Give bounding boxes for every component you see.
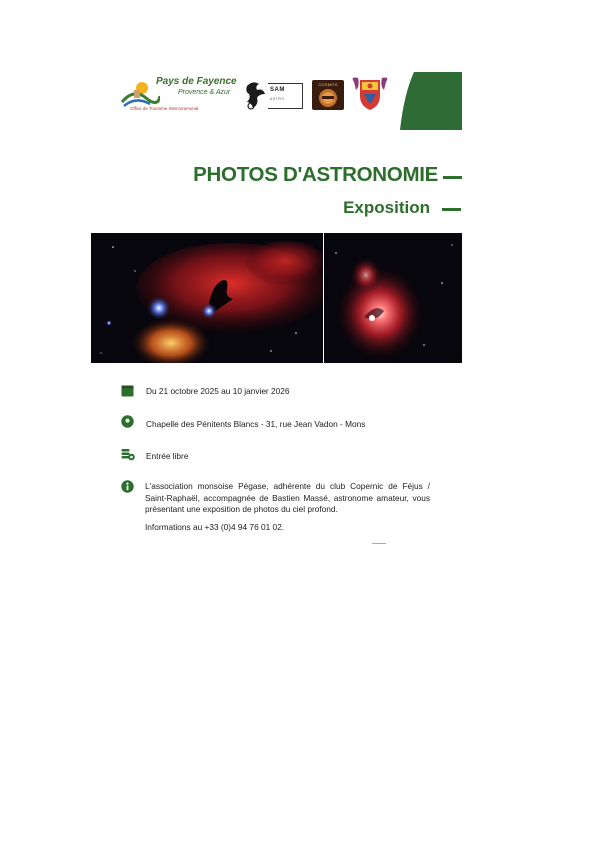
cosmos-label: COSMOS (318, 82, 338, 87)
telescope-emblem-icon (312, 80, 344, 110)
map-pin-icon (121, 415, 134, 428)
event-dates: Du 21 octobre 2025 au 10 janvier 2026 (146, 386, 290, 396)
info-icon (121, 480, 134, 493)
divider (372, 543, 386, 544)
pays-de-fayence-logo (120, 76, 237, 116)
fayence-script: Provence & Azur (178, 89, 231, 96)
sam-astro-logo (243, 80, 305, 112)
coins-icon (121, 448, 134, 461)
page-title: PHOTOS D'ASTRONOMIE (193, 163, 438, 186)
sam-label: SAM (270, 87, 285, 93)
coat-of-arms-logo (350, 76, 390, 112)
event-contact: Informations au +33 (0)4 94 76 01 02. (145, 522, 285, 532)
decorative-green-shape (400, 72, 462, 130)
cosmos-logo (312, 80, 344, 110)
title-dash (443, 176, 462, 179)
event-price: Entrée libre (146, 451, 189, 461)
orion-nebula-photo (324, 233, 462, 363)
coat-of-arms-icon (350, 76, 390, 112)
green-leaf-icon (400, 72, 462, 130)
sam-sublabel: ASTRO (270, 97, 285, 101)
fayence-title: Pays de Fayence (156, 76, 237, 87)
horsehead-nebula-photo (91, 233, 323, 363)
subtitle-dash (442, 208, 461, 211)
calendar-icon (121, 384, 134, 397)
page-subtitle: Exposition (343, 198, 430, 217)
event-location: Chapelle des Pénitents Blancs - 31, rue Jean Vadon - Mons (146, 419, 366, 429)
sam-frame (268, 83, 303, 109)
pegasus-icon (243, 80, 267, 112)
fayence-subtitle: Office de Tourisme Intercommunal (130, 106, 199, 111)
event-description: L'association monsoise Pégase, adhérente du club Copernic de Féjus / Saint-Raphaël, accompagnée de Bastien Massé, astronome amateur, vous présentant une exposition de photos du ciel profond. (145, 481, 430, 514)
